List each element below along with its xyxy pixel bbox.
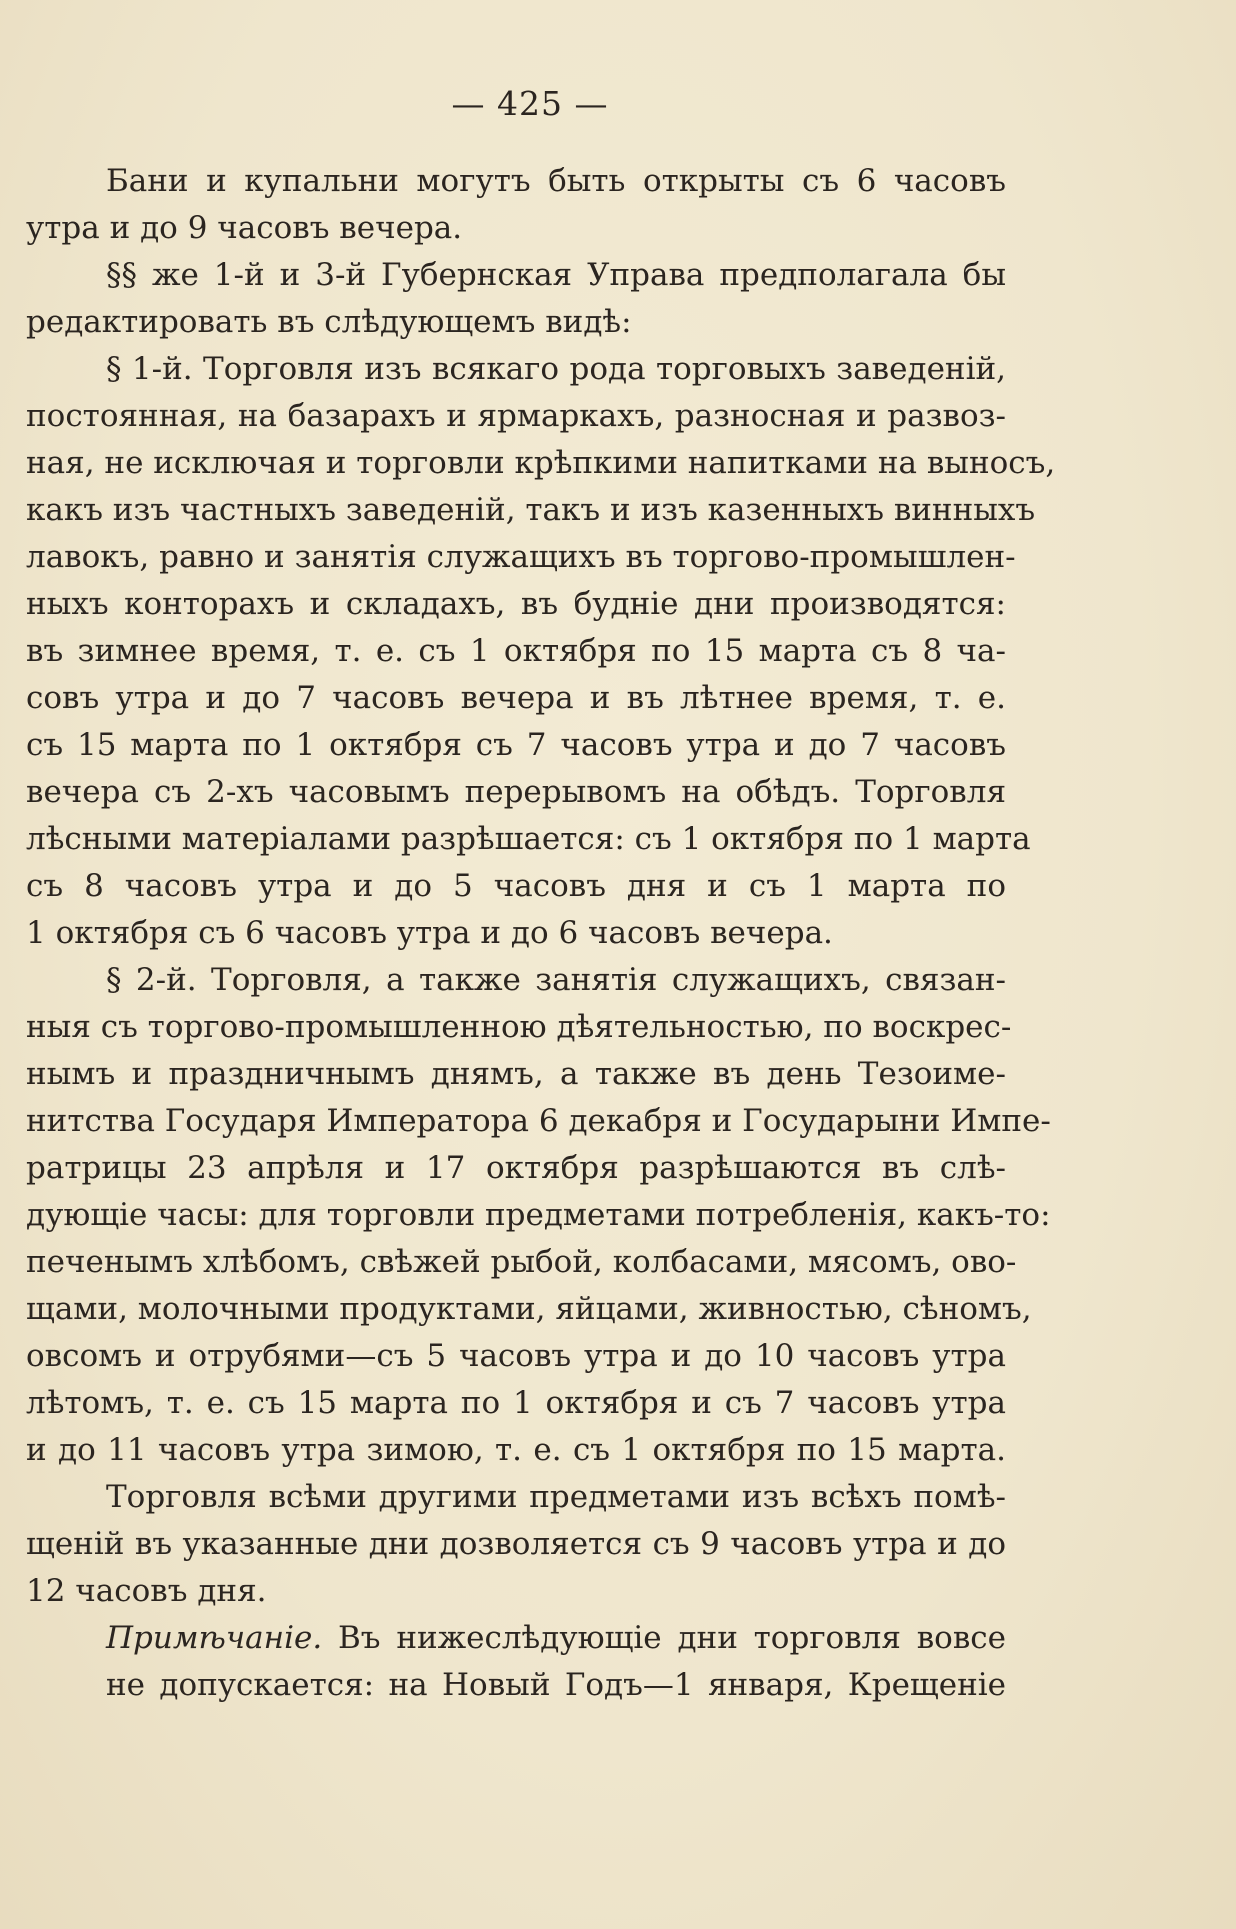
text-line: съ 8 часовъ утра и до 5 часовъ дня и съ 1 марта по bbox=[26, 868, 1006, 904]
note-text: Въ нижеслѣдующіе дни торговля вовсе bbox=[338, 1620, 1006, 1656]
text-line: 12 часовъ дня. bbox=[26, 1573, 267, 1609]
text-line: утра и до 9 часовъ вечера. bbox=[26, 210, 463, 246]
text-line: щами, молочными продуктами, яйцами, живностью, сѣномъ, bbox=[26, 1291, 1032, 1327]
text-line: дующіе часы: для торговли предметами потребленія, какъ-то: bbox=[26, 1197, 1051, 1233]
note-line bbox=[26, 1615, 1006, 1662]
text-line: 1 октября съ 6 часовъ утра и до 6 часовъ вечера. bbox=[26, 915, 833, 951]
text-line: Бани и купальни могутъ быть открыты съ 6 часовъ bbox=[106, 163, 1006, 199]
text-line: лѣсными матеріалами разрѣшается: съ 1 октября по 1 марта bbox=[26, 821, 1031, 857]
text-line: не допускается: на Новый Годъ—1 января, Крещеніе bbox=[106, 1667, 1006, 1703]
text-line: съ 15 марта по 1 октября съ 7 часовъ утра и до 7 часовъ bbox=[26, 727, 1006, 763]
page-number: — 425 — bbox=[451, 84, 609, 123]
text-line: ратрицы 23 апрѣля и 17 октября разрѣшаются въ слѣ- bbox=[26, 1150, 1006, 1186]
text-line: нитства Государя Императора 6 декабря и Государыни Импе- bbox=[26, 1103, 1051, 1139]
text-line: ныхъ конторахъ и складахъ, въ будніе дни производятся: bbox=[26, 586, 1006, 622]
text-line: ныя съ торгово-промышленною дѣятельностью, по воскрес- bbox=[26, 1009, 1012, 1045]
page-body-text bbox=[26, 158, 1056, 1709]
text-line: какъ изъ частныхъ заведеній, такъ и изъ казенныхъ винныхъ bbox=[26, 492, 1036, 528]
text-line: §§ же 1-й и 3-й Губернская Управа предполагала бы bbox=[106, 257, 1006, 293]
text-line: въ зимнее время, т. е. съ 1 октября по 15 марта съ 8 ча- bbox=[26, 633, 1006, 669]
text-line: вечера съ 2-хъ часовымъ перерывомъ на обѣдъ. Торговля bbox=[26, 774, 1006, 810]
text-line: § 2-й. Торговля, а также занятія служащихъ, связан- bbox=[106, 962, 1006, 998]
text-line: и до 11 часовъ утра зимою, т. е. съ 1 октября по 15 марта. bbox=[26, 1432, 1006, 1468]
text-line: лавокъ, равно и занятія служащихъ въ торгово-промышлен- bbox=[26, 539, 1016, 575]
text-line: § 1-й. Торговля изъ всякаго рода торговыхъ заведеній, bbox=[106, 351, 1006, 387]
text-line: лѣтомъ, т. е. съ 15 марта по 1 октября и съ 7 часовъ утра bbox=[26, 1385, 1006, 1421]
text-line: Торговля всѣми другими предметами изъ всѣхъ помѣ- bbox=[106, 1479, 1006, 1515]
text-line: нымъ и праздничнымъ днямъ, а также въ день Тезоиме- bbox=[26, 1056, 1006, 1092]
note-label: Примѣчаніе. bbox=[106, 1620, 323, 1656]
text-line: овсомъ и отрубями—съ 5 часовъ утра и до 10 часовъ утра bbox=[26, 1338, 1006, 1374]
text-line: щеній въ указанные дни дозволяется съ 9 часовъ утра и до bbox=[26, 1526, 1006, 1562]
text-line: редактировать въ слѣдующемъ видѣ: bbox=[26, 304, 632, 340]
text-line: ная, не исключая и торговли крѣпкими напитками на выносъ, bbox=[26, 445, 1056, 481]
text-line: печенымъ хлѣбомъ, свѣжей рыбой, колбасами, мясомъ, ово- bbox=[26, 1244, 1017, 1280]
text-line: совъ утра и до 7 часовъ вечера и въ лѣтнее время, т. е. bbox=[26, 680, 1006, 716]
text-line: постоянная, на базарахъ и ярмаркахъ, разносная и развоз- bbox=[26, 398, 1006, 434]
